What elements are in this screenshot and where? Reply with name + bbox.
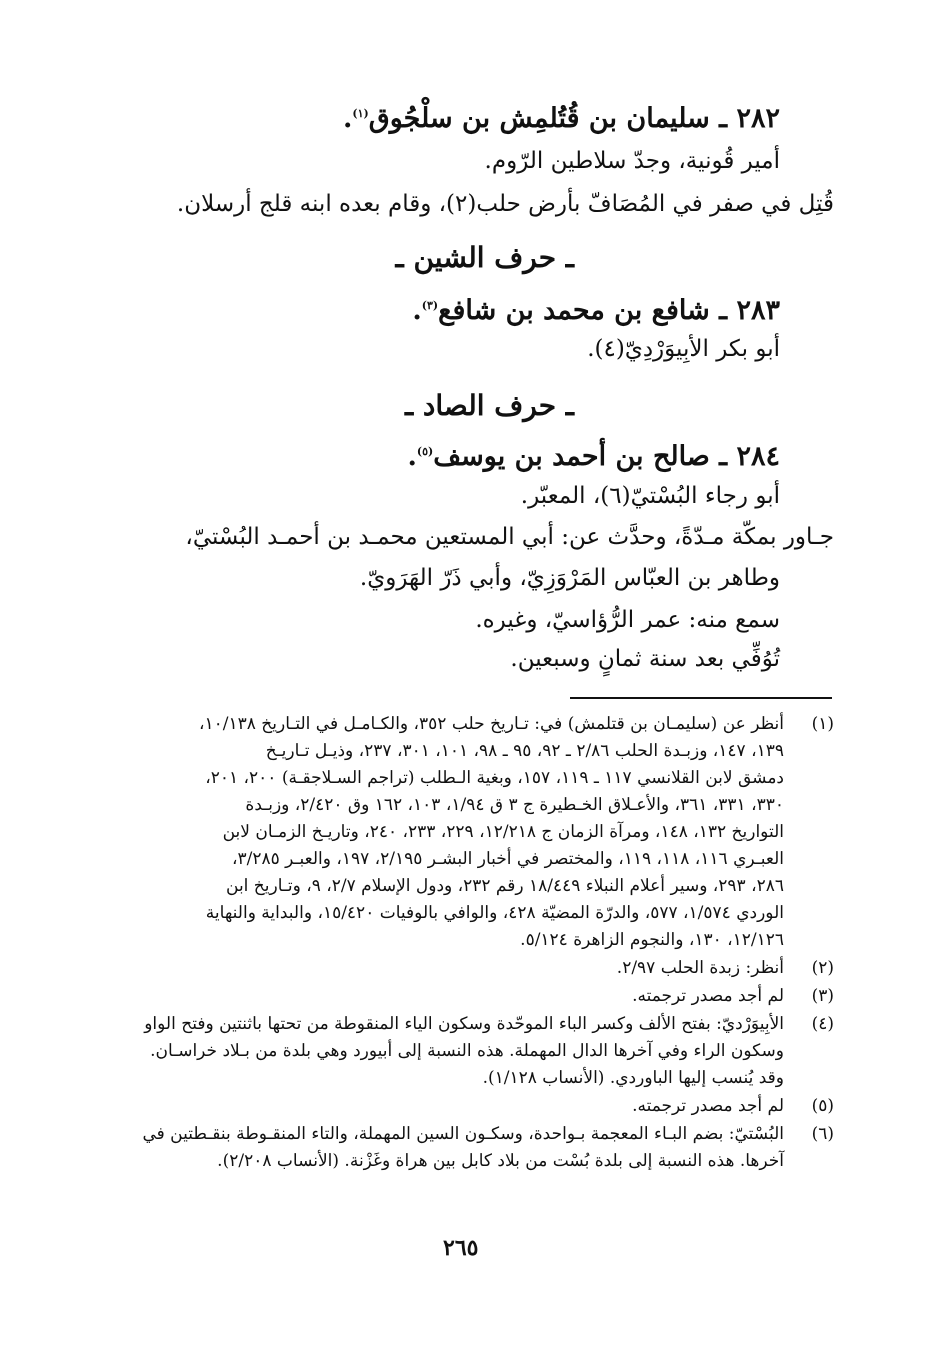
footnote-separator bbox=[570, 697, 832, 699]
entry-283-line-1: أبو بكر الأبِيوَرْدِيّ(٤). bbox=[587, 336, 780, 362]
entry-title-text: ٢٨٣ ـ شافع بن محمد بن شافع bbox=[438, 295, 780, 326]
footnote-6-line-1: البُسْتيّ: بضم البـاء المعجمة بـواحدة، وسكـون السين المهملة، والتاء المنقـوطة بنقـطتين في bbox=[142, 1124, 784, 1144]
entry-282-line-2: قُتِل في صفر في المُصَافّ بأرض حلب(٢)، وقام بعده ابنه قلج أرسلان. bbox=[176, 191, 834, 217]
entry-282-line-1: أمير قُونية، وجدّ سلاطين الرّوم. bbox=[484, 148, 780, 174]
footnote-1-line-8: الوردي ١/٥٧٤، ٥٧٧، والدرّة المضيّة ٤٢٨، والوافي بالوفيات ١٥/٤٢٠، والبداية والنهاية bbox=[205, 903, 784, 923]
entry-284-line-5: تُوُفِّي بعد سنة ثمانٍ وسبعين. bbox=[510, 646, 780, 672]
footnote-4-number: (٤) bbox=[811, 1014, 834, 1034]
entry-282-title bbox=[343, 105, 780, 132]
entry-title-text: ٢٨٢ ـ سليمان بن قُتُلمِش بن سلْجُوق bbox=[368, 103, 780, 134]
footnote-6-number: (٦) bbox=[811, 1124, 834, 1144]
footnote-6-line-2: آخرها. هذه النسبة إلى بلدة بُسْت من بلاد كابل بين هراة وغَزْنة. (الأنساب ٢/٢٠٨). bbox=[217, 1151, 784, 1171]
entry-title-end: . bbox=[412, 295, 422, 326]
section-heading-saad: ـ حرف الصاد ـ bbox=[404, 389, 574, 422]
footnote-1-line-2: ١٣٩، ١٤٧، وزبـدة الحلب ٢/٨٦ ـ ٩٢، ٩٥ ـ ٩٨، ١٠١، ٣٠١، ٢٣٧، وذيـل تـاريـخ bbox=[265, 741, 784, 761]
footnote-2-line-1: أنظر: زبدة الحلب ٢/٩٧. bbox=[616, 958, 784, 978]
footnote-5-number: (٥) bbox=[811, 1096, 834, 1116]
page-number: ٢٦٥ bbox=[443, 1235, 479, 1261]
footnote-5-line-1: لم أجد مصدر ترجمته. bbox=[632, 1096, 784, 1116]
footnote-1-line-9: ١٢/١٢٦، ١٣٠، والنجوم الزاهرة ٥/١٢٤. bbox=[520, 930, 784, 950]
entry-284-title bbox=[407, 443, 780, 470]
footnote-1-number: (١) bbox=[811, 714, 834, 734]
entry-title-end: . bbox=[342, 103, 353, 134]
footnote-ref: (٣) bbox=[421, 299, 439, 312]
footnote-3-line-1: لم أجد مصدر ترجمته. bbox=[632, 986, 784, 1006]
footnote-4-line-3: وقد يُنسب إليها الباوردي. (الأنساب ١/١٢٨). bbox=[482, 1068, 784, 1088]
footnote-2-number: (٢) bbox=[811, 958, 834, 978]
entry-284-line-2: جـاور بمكّة مـدّةً، وحدَّث عن: أبي المستعين محمـد بن أحمـد البُسْتيّ، bbox=[185, 524, 834, 550]
footnote-1-line-6: العبـري ١١٦، ١١٨، ١١٩، والمختصر في أخبار البشـر ٢/١٩٥، ١٩٧، والعبـر ٣/٢٨٥، bbox=[231, 849, 784, 869]
entry-title-end: . bbox=[407, 441, 417, 472]
entry-284-line-3: وطاهر بن العبّاس المَرْوَزِيّ، وأبي ذَرّ الهَرَويّ. bbox=[359, 565, 780, 591]
footnote-ref: (١) bbox=[352, 107, 369, 120]
footnote-4-line-2: وسكون الراء وفي آخرها الدال المهملة. هذه النسبة إلى أبيورد وهي بلدة من بـلاد خراسـان. bbox=[150, 1041, 784, 1061]
footnote-3-number: (٣) bbox=[811, 986, 834, 1006]
footnote-1-line-7: ٢٨٦، ٢٩٣، وسير أعلام النبلاء ١٨/٤٤٩ رقم ٢٣٢، ودول الإسلام ٢/٧، ٩، وتـاريخ ابن bbox=[226, 876, 784, 896]
entry-284-line-1: أبو رجاء البُسْتيّ(٦)، المعبّر. bbox=[520, 483, 780, 509]
entry-title-text: ٢٨٤ ـ صالح بن أحمد بن يوسف bbox=[433, 441, 780, 472]
entry-283-title bbox=[412, 297, 780, 324]
footnote-ref: (٥) bbox=[416, 445, 434, 458]
footnote-1-line-1: أنظر عن (سليمـان بن قتلمش) في: تـاريخ حلب ٣٥٢، والكـامـل في التـاريخ ١٠/١٣٨، bbox=[199, 714, 784, 734]
section-heading-sheen: ـ حرف الشين ـ bbox=[395, 241, 574, 274]
footnote-1-line-4: ٣٣٠، ٣٣١، ٣٦١، والأعـلاق الخـطيرة ج ٣ ق ١/٩٤، ١٠٣، ١٦٢ وق ٢/٤٢٠، وزبـدة bbox=[245, 795, 784, 815]
footnote-1-line-5: التواريخ ١٣٢، ١٤٨، ومرآة الزمان ج ١٢/٢١٨، ٢٢٩، ٢٣٣، ٢٤٠، وتاريـخ الزمـان لابن bbox=[222, 822, 784, 842]
footnote-4-line-1: الأبِيوَرْديّ: بفتح الألف وكسر الباء الموحّدة وسكون الياء المنقوطة من تحتها باثنتين وفتح الواو bbox=[144, 1014, 784, 1034]
entry-284-line-4: سمع منه: عمر الرُّؤاسيّ، وغيره. bbox=[475, 607, 780, 633]
footnote-1-line-3: دمشق لابن القلانسي ١١٧ ـ ١١٩، ١٥٧، وبغية الـطلب (تراجم السـلاجقـة) ٢٠٠، ٢٠١، bbox=[205, 768, 784, 788]
